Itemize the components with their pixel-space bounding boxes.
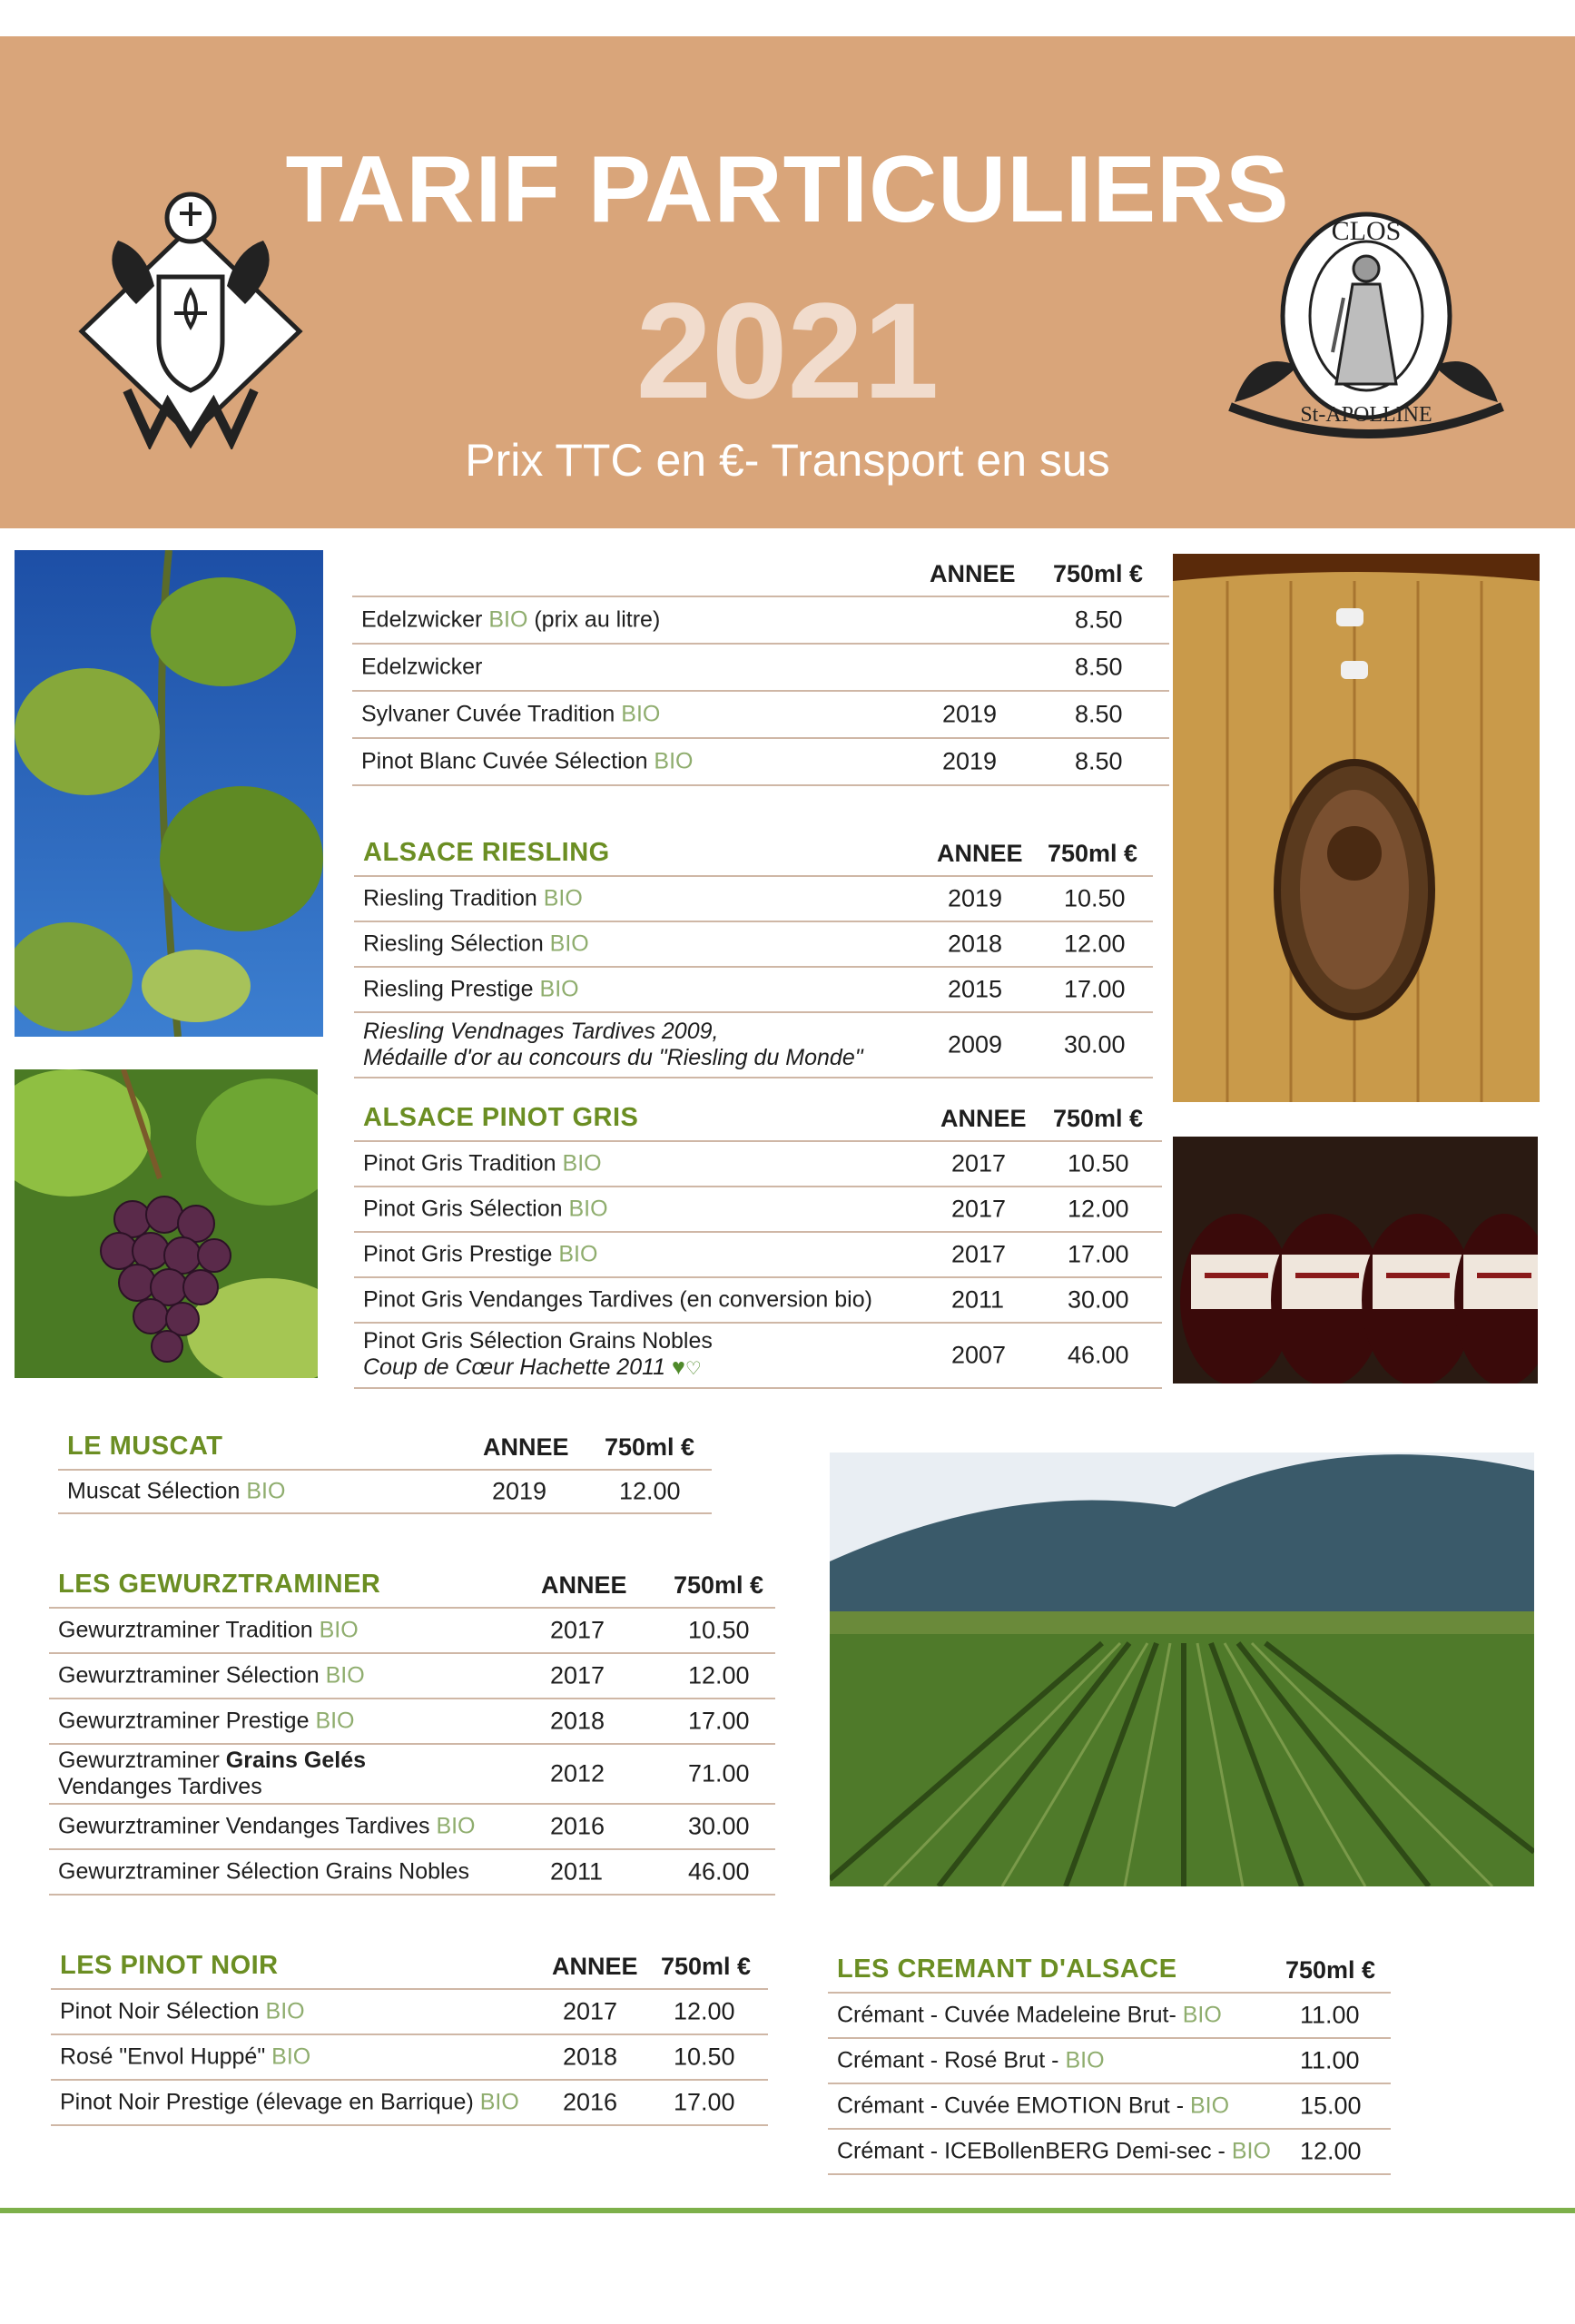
bio-label: BIO [479, 2089, 519, 2115]
clos-st-apolline-logo [1216, 207, 1516, 445]
wine-price: 8.50 [1075, 653, 1123, 681]
bio-label: BIO [1182, 2002, 1222, 2028]
muscat-table [58, 1416, 712, 1514]
wine-price: 12.00 [674, 1997, 735, 2025]
table-row [352, 596, 1169, 643]
wine-year: 2017 [951, 1149, 1007, 1177]
bio-label: BIO [1065, 2047, 1105, 2073]
price-note: Prix TTC en €- Transport en sus [465, 435, 1110, 486]
wine-price: 71.00 [688, 1759, 750, 1787]
svg-text:St-APOLLINE: St-APOLLINE [1300, 403, 1432, 427]
page-title: TARIF PARTICULIERS [285, 137, 1290, 242]
table-row [49, 1803, 775, 1848]
wine-price: 17.00 [1068, 1240, 1129, 1268]
section-title: LES CREMANT D'ALSACE [837, 1955, 1177, 1984]
logo-right-text: CLOS [1331, 216, 1402, 246]
wine-name: Crémant - Cuvée Madeleine Brut- [837, 2002, 1176, 2028]
table-row [352, 737, 1169, 786]
wine-year: 2017 [550, 1661, 605, 1689]
wine-year: 2011 [550, 1857, 604, 1886]
wine-price: 12.00 [1064, 930, 1126, 958]
wine-name: Pinot Noir Sélection [60, 1998, 260, 2024]
wine-name: Pinot Gris Sélection [363, 1196, 563, 1222]
wine-price: 46.00 [688, 1857, 750, 1886]
wine-price: 8.50 [1075, 700, 1123, 728]
section-title: LES PINOT NOIR [60, 1951, 279, 1980]
table-row [828, 2128, 1391, 2175]
bio-label: BIO [1231, 2138, 1271, 2164]
table-row [354, 1011, 1153, 1078]
wine-name: Riesling Tradition [363, 885, 537, 911]
wine-year: 2011 [951, 1285, 1005, 1314]
vineyard-landscape-photo [830, 1452, 1534, 1886]
wine-year: 2019 [942, 747, 998, 775]
year-column-header: ANNEE [541, 1571, 627, 1599]
pinot-gris-table [354, 1088, 1162, 1389]
bio-label: BIO [436, 1813, 476, 1839]
wine-name: Edelzwicker [361, 606, 483, 633]
wine-price: 8.50 [1075, 747, 1123, 775]
wine-price: 11.00 [1300, 2001, 1360, 2029]
section-title: ALSACE PINOT GRIS [363, 1103, 639, 1132]
wine-name: Riesling Vendnages Tardives 2009, [363, 1019, 719, 1044]
table-row [352, 643, 1169, 690]
section-title: ALSACE RIESLING [363, 838, 610, 867]
wine-subname: Vendanges Tardives [58, 1774, 262, 1799]
table-row [49, 1607, 775, 1652]
wine-name: Crémant - Cuvée EMOTION Brut - [837, 2093, 1185, 2119]
bio-label: BIO [654, 748, 694, 774]
wine-barrel-photo [1173, 554, 1540, 1102]
price-column-header: 750ml € [1048, 840, 1138, 867]
wine-year: 2009 [948, 1030, 1003, 1059]
table-row [828, 2083, 1391, 2128]
year-heading: 2021 [635, 274, 940, 427]
wine-price: 10.50 [688, 1616, 750, 1644]
wine-year: 2017 [550, 1616, 605, 1644]
wine-name: Pinot Blanc Cuvée Sélection [361, 748, 648, 774]
wine-note: (prix au litre) [534, 606, 661, 633]
wine-year: 2017 [951, 1240, 1007, 1268]
wine-year: 2016 [550, 1812, 605, 1840]
heart-icon: ♥ [672, 1354, 685, 1380]
wine-price: 30.00 [688, 1812, 750, 1840]
wine-price: 15.00 [1300, 2092, 1362, 2120]
price-column-header: 750ml € [605, 1433, 695, 1461]
year-column-header: ANNEE [937, 840, 1023, 867]
wine-price: 10.50 [1068, 1149, 1129, 1177]
year-column-header: ANNEE [483, 1433, 569, 1461]
section-title: LE MUSCAT [67, 1432, 223, 1461]
wine-price: 12.00 [1068, 1195, 1129, 1223]
bio-label: BIO [1189, 2093, 1230, 2119]
wine-name: Gewurztraminer Prestige [58, 1708, 310, 1734]
table-row [49, 1743, 775, 1803]
wine-name: Pinot Gris Sélection Grains Nobles [363, 1328, 713, 1354]
wine-name-bold: Grains Gelés [225, 1748, 367, 1773]
grape-cluster-photo [15, 1069, 318, 1378]
table-row [49, 1652, 775, 1698]
vine-leaves-photo [15, 550, 323, 1037]
footer-divider [0, 2208, 1575, 2213]
bio-label: BIO [621, 701, 661, 727]
table-row [354, 1186, 1162, 1231]
wine-year: 2018 [563, 2043, 618, 2071]
wine-year: 2016 [563, 2088, 618, 2116]
cremant-table [828, 1939, 1391, 2175]
wine-price: 46.00 [1068, 1341, 1129, 1369]
table-row [354, 875, 1153, 921]
table-row [828, 2037, 1391, 2083]
wine-year: 2018 [948, 930, 1003, 958]
bio-label: BIO [549, 931, 589, 957]
wine-price: 30.00 [1068, 1285, 1129, 1314]
price-column-header: 750ml € [661, 1953, 752, 1980]
wine-price: 10.50 [1064, 884, 1126, 912]
table-row [354, 966, 1153, 1011]
table-row [51, 2034, 768, 2079]
wine-bottles-photo [1173, 1137, 1538, 1384]
wine-year: 2012 [550, 1759, 605, 1787]
riesling-table [354, 822, 1153, 1078]
table-row [51, 2079, 768, 2126]
wine-award: Médaille d'or au concours du "Riesling du Monde" [363, 1045, 863, 1070]
wine-price: 11.00 [1300, 2046, 1360, 2074]
wine-name: Gewurztraminer Sélection Grains Nobles [58, 1858, 469, 1885]
wine-year: 2017 [951, 1195, 1007, 1223]
wine-price: 30.00 [1064, 1030, 1126, 1059]
table-row [354, 1231, 1162, 1276]
price-column-header: 750ml € [674, 1571, 764, 1599]
wine-name: Gewurztraminer Tradition [58, 1617, 313, 1643]
wine-year: 2018 [550, 1707, 605, 1735]
wine-year: 2015 [948, 975, 1003, 1003]
bio-label: BIO [562, 1150, 602, 1177]
wine-name: Crémant - ICEBollenBERG Demi-sec - [837, 2138, 1226, 2164]
section-title: LES GEWURZTRAMINER [58, 1570, 381, 1599]
wine-price: 17.00 [1064, 975, 1126, 1003]
price-column-header: 750ml € [1053, 1105, 1144, 1132]
wine-name: Gewurztraminer Vendanges Tardives [58, 1813, 430, 1839]
wine-year: 2017 [563, 1997, 618, 2025]
table-row [354, 1140, 1162, 1186]
wine-year: 2007 [951, 1341, 1007, 1369]
year-column-header: ANNEE [940, 1105, 1027, 1132]
bio-label: BIO [568, 1196, 608, 1222]
wine-price: 12.00 [688, 1661, 750, 1689]
table-row [828, 1992, 1391, 2037]
price-column-header: 750ml € [1053, 560, 1144, 587]
top-wine-table [352, 550, 1169, 786]
wine-name: Sylvaner Cuvée Tradition [361, 701, 615, 727]
wine-name: Pinot Gris Prestige [363, 1241, 553, 1267]
wine-name: Gewurztraminer [58, 1748, 226, 1773]
wine-name: Pinot Noir Prestige (élevage en Barrique) [60, 2089, 474, 2115]
wine-name: Rosé "Envol Huppé" [60, 2043, 266, 2070]
wine-price: 17.00 [688, 1707, 750, 1735]
wine-name: Riesling Prestige [363, 976, 534, 1002]
bio-label: BIO [558, 1241, 598, 1267]
table-row [58, 1469, 712, 1514]
table-row [354, 1276, 1162, 1322]
wine-price: 12.00 [1300, 2137, 1362, 2165]
bio-label: BIO [488, 606, 528, 633]
wine-name: Crémant - Rosé Brut - [837, 2047, 1059, 2073]
year-column-header: ANNEE [552, 1953, 638, 1980]
table-row [51, 1988, 768, 2034]
bio-label: BIO [265, 1998, 305, 2024]
wine-price: 10.50 [674, 2043, 735, 2071]
wine-name: Gewurztraminer Sélection [58, 1662, 320, 1689]
wine-name: Pinot Gris Tradition [363, 1150, 556, 1177]
pinot-noir-table [51, 1935, 768, 2126]
gewurztraminer-table [49, 1554, 775, 1896]
bio-label: BIO [271, 2043, 311, 2070]
wine-year: 2019 [942, 700, 998, 728]
wine-name: Riesling Sélection [363, 931, 544, 957]
wine-name: Muscat Sélection [67, 1478, 241, 1504]
price-column-header: 750ml € [1285, 1956, 1376, 1984]
bio-label: BIO [315, 1708, 355, 1734]
wine-price: 17.00 [674, 2088, 735, 2116]
wine-year: 2019 [948, 884, 1003, 912]
wine-price: 8.50 [1075, 606, 1123, 634]
wine-price: 12.00 [619, 1477, 681, 1505]
table-row [49, 1698, 775, 1743]
table-row [354, 1322, 1162, 1389]
wine-name: Edelzwicker [361, 654, 483, 680]
bio-label: BIO [319, 1617, 359, 1643]
wine-year: 2019 [492, 1477, 547, 1505]
bio-label: BIO [246, 1478, 286, 1504]
bio-label: BIO [543, 885, 583, 911]
wine-award: Coup de Cœur Hachette 2011 [363, 1354, 666, 1380]
heart-outline-icon: ♡ [684, 1359, 702, 1379]
wine-name: Pinot Gris Vendanges Tardives (en conversion bio) [363, 1286, 872, 1313]
bio-label: BIO [539, 976, 579, 1002]
table-row [352, 690, 1169, 737]
year-column-header: ANNEE [930, 560, 1016, 587]
bio-label: BIO [325, 1662, 365, 1689]
table-row [49, 1848, 775, 1896]
table-row [354, 921, 1153, 966]
